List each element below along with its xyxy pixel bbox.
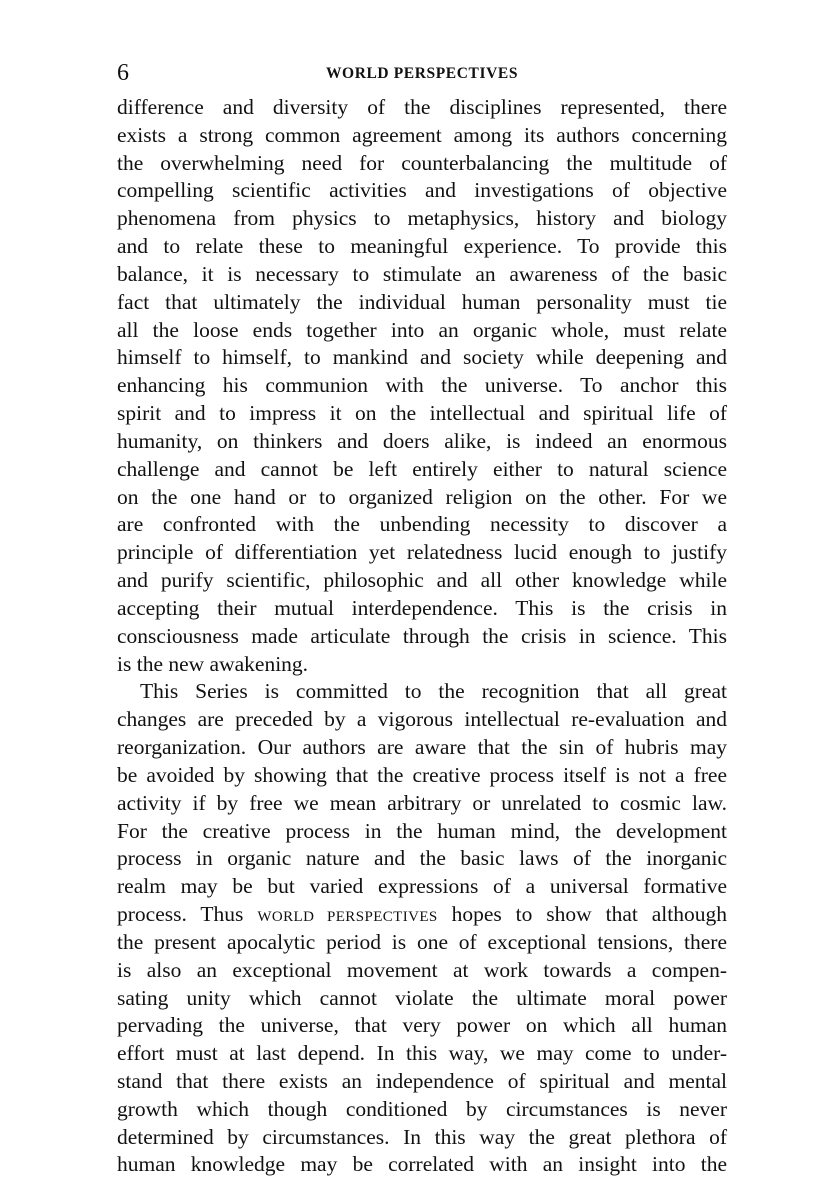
- text-line: activity if by free we mean arbitrary or unrelated to cosmic law.: [117, 790, 727, 815]
- text-line: the overwhelming need for counterbalancing the multitude of: [117, 150, 727, 175]
- text-line: are confronted with the unbending necessity to discover a: [117, 512, 727, 537]
- text-line: determined by circumstances. In this way the great plethora of: [117, 1124, 727, 1149]
- text-segment: process. Thus: [117, 902, 258, 927]
- text-line: the present apocalytic period is one of exceptional tensions, there: [117, 929, 727, 954]
- page-number: 6: [117, 60, 129, 86]
- text-line: human knowledge may be correlated with an insight into the: [117, 1152, 727, 1177]
- text-line: is the new awakening.: [117, 651, 309, 676]
- text-line: accepting their mutual interdependence. This is the crisis in: [117, 595, 727, 620]
- text-line: stand that there exists an independence of spiritual and mental: [117, 1068, 727, 1093]
- running-head: WORLD PERSPECTIVES: [325, 65, 519, 82]
- paragraph-start-line: This Series is committed to the recognition that all great: [140, 679, 727, 704]
- text-line: principle of differentiation yet relatedness lucid enough to justify: [117, 540, 727, 565]
- text-line: exists a strong common agreement among its authors concerning: [117, 122, 727, 147]
- text-line: be avoided by showing that the creative process itself is not a free: [117, 762, 727, 787]
- text-line: is also an exceptional movement at work towards a compen-: [117, 957, 727, 982]
- text-line: and purify scientific, philosophic and all other knowledge while: [117, 568, 727, 593]
- text-line: all the loose ends together into an organic whole, must relate: [117, 317, 727, 342]
- text-line: phenomena from physics to metaphysics, history and biology: [117, 206, 727, 231]
- text-line: For the creative process in the human mind, the development: [117, 818, 727, 843]
- text-line: and to relate these to meaningful experience. To provide this: [117, 234, 727, 259]
- text-segment: hopes to show that although: [437, 902, 727, 927]
- text-line: enhancing his communion with the universe. To anchor this: [117, 373, 727, 398]
- text-line: fact that ultimately the individual human personality must tie: [117, 289, 727, 314]
- text-line-with-series-title: [117, 901, 727, 929]
- text-line: process in organic nature and the basic laws of the inorganic: [117, 846, 727, 871]
- text-line: spirit and to impress it on the intellectual and spiritual life of: [117, 401, 727, 426]
- page-header: [117, 58, 727, 88]
- text-line: consciousness made articulate through the crisis in science. This: [117, 623, 727, 648]
- text-line: difference and diversity of the disciplines represented, there: [117, 95, 727, 119]
- text-line: realm may be but varied expressions of a universal formative: [117, 874, 727, 899]
- text-line: challenge and cannot be left entirely either to natural science: [117, 456, 727, 481]
- text-line: on the one hand or to organized religion on the other. For we: [117, 484, 727, 509]
- text-line: himself to himself, to mankind and society while deepening and: [117, 345, 727, 370]
- body-text: [117, 94, 727, 1179]
- text-line: balance, it is necessary to stimulate an awareness of the basic: [117, 261, 727, 286]
- text-line: sating unity which cannot violate the ultimate moral power: [117, 985, 727, 1010]
- text-line: compelling scientific activities and investigations of objective: [117, 178, 727, 203]
- text-line: growth which though conditioned by circumstances is never: [117, 1096, 727, 1121]
- text-line: changes are preceded by a vigorous intellectual re-evaluation and: [117, 707, 727, 732]
- text-line: reorganization. Our authors are aware that the sin of hubris may: [117, 735, 727, 760]
- text-line: humanity, on thinkers and doers alike, is indeed an enormous: [117, 428, 727, 453]
- series-title-smallcaps: WORLD PERSPECTIVES: [257, 909, 438, 926]
- text-line: pervading the universe, that very power on which all human: [117, 1013, 727, 1038]
- text-line: effort must at last depend. In this way, we may come to under-: [117, 1041, 727, 1066]
